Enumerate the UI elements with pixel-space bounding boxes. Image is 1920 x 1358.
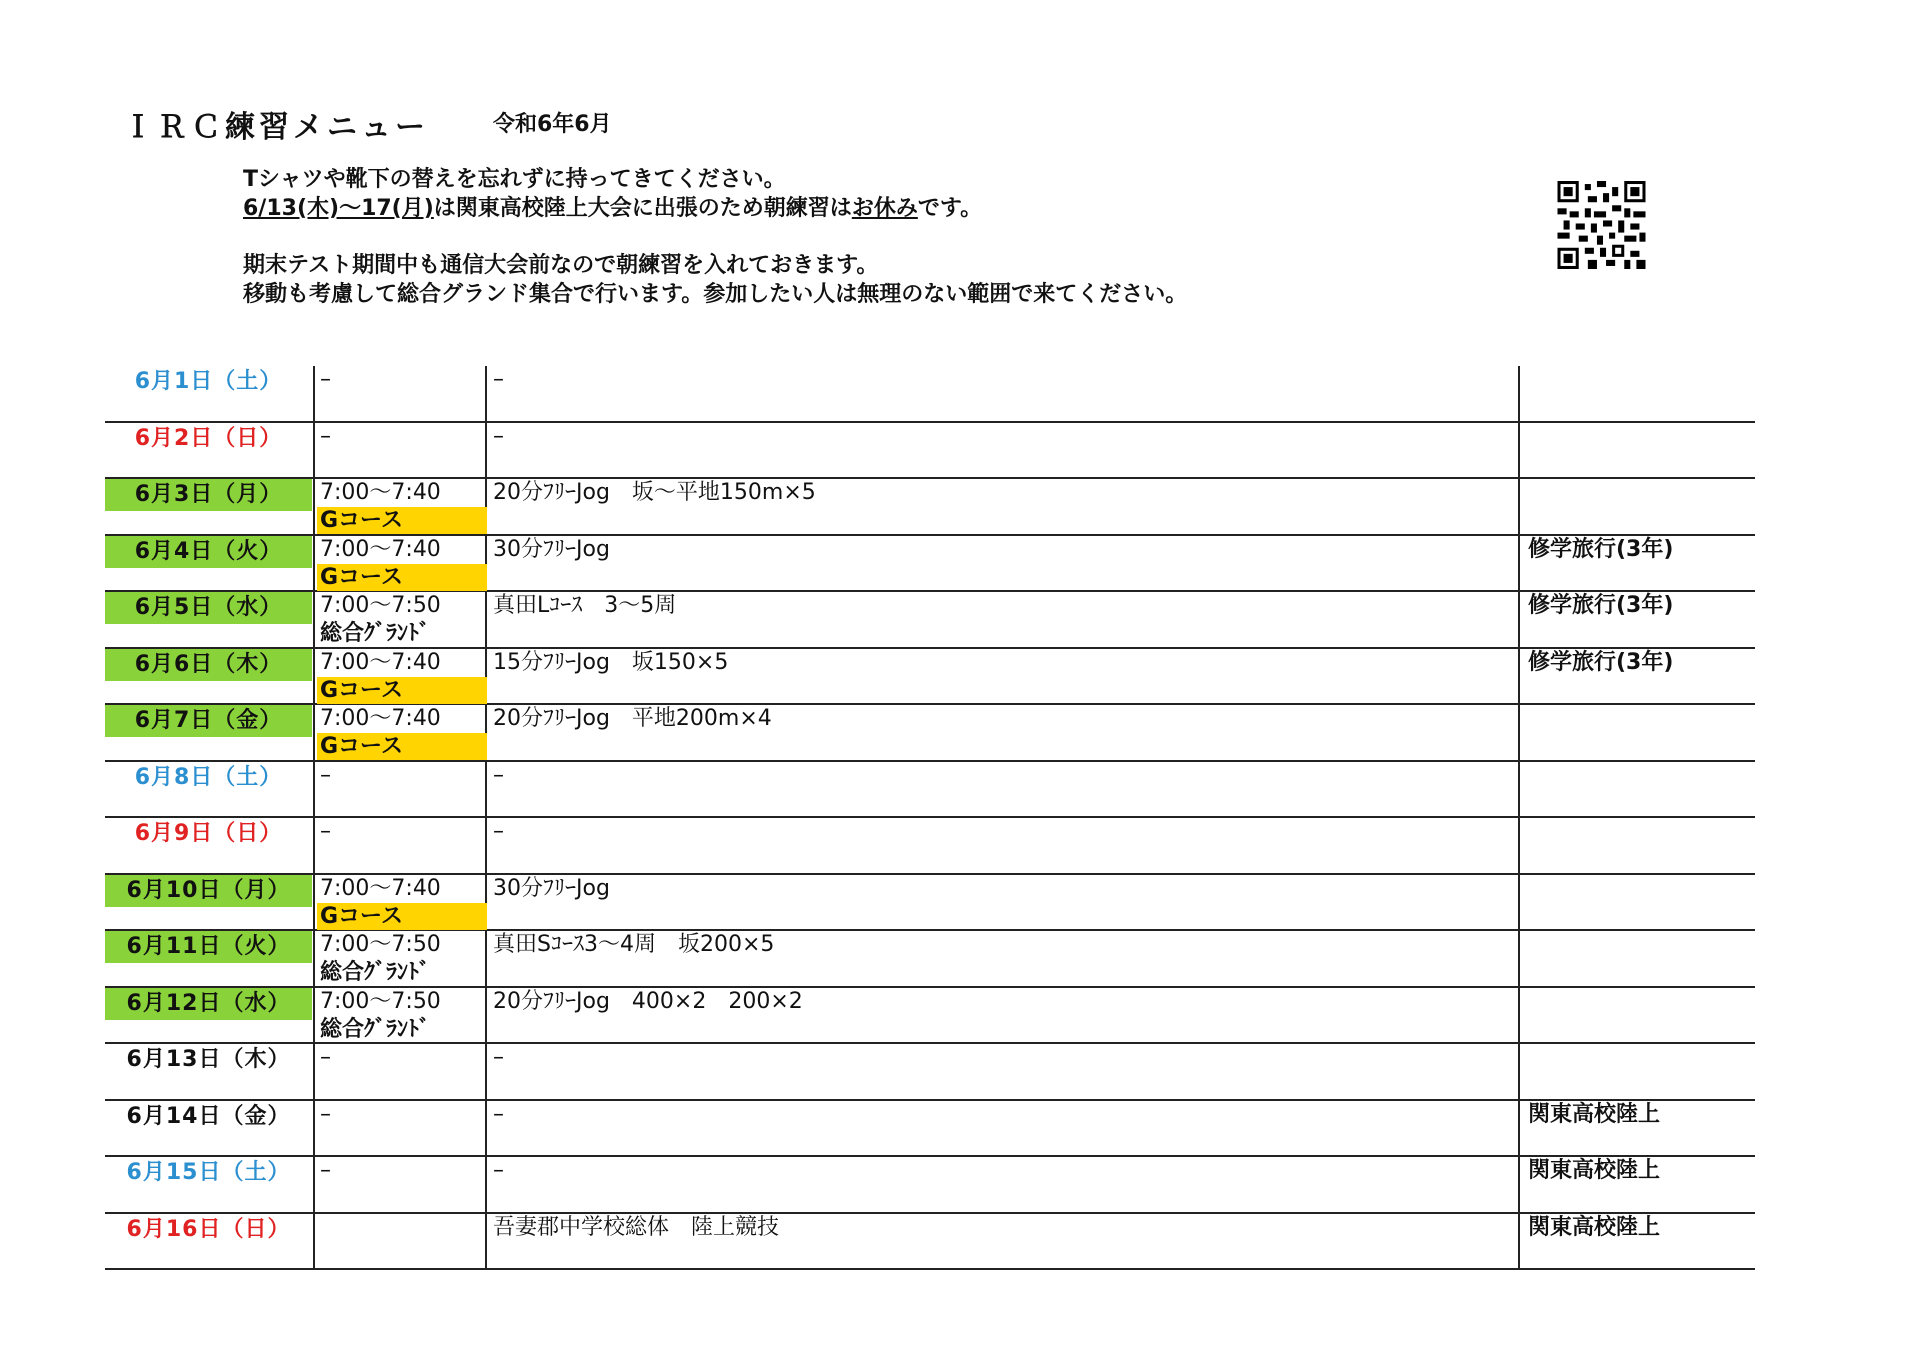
place-cell: Gコース: [317, 507, 487, 534]
notes: [243, 165, 1187, 309]
event-cell: [1522, 988, 1528, 1016]
place-cell: [317, 394, 487, 421]
event-cell: [1522, 366, 1528, 394]
menu-cell: –: [493, 1045, 504, 1070]
date-cell: 6月5日（水）: [105, 592, 312, 624]
note-rest: お休み: [851, 196, 918, 221]
place-cell: Gコース: [317, 903, 487, 930]
place-cell: [317, 846, 487, 873]
menu-cell: 20分ﾌﾘｰJog 坂～平地150m×5: [493, 480, 816, 505]
time-cell: 7:00～7:40: [320, 706, 441, 731]
time-cell: –: [320, 819, 331, 844]
date-cell: 6月7日（金）: [105, 705, 312, 737]
event-cell: [1522, 423, 1528, 451]
event-cell: 関東高校陸上: [1528, 1158, 1661, 1183]
era-month: 令和6年6月: [493, 112, 612, 137]
schedule-row: [105, 705, 1755, 762]
time-cell: 7:00～7:50: [320, 593, 441, 618]
time-cell: –: [320, 367, 331, 392]
date-cell: 6月11日（火）: [105, 931, 312, 963]
date-cell: 6月16日（日）: [126, 1216, 291, 1242]
time-cell: –: [320, 1158, 331, 1183]
note-end: です。: [917, 196, 983, 221]
note-dates: 6/13(木)～17(月): [243, 196, 434, 221]
schedule-row: [105, 818, 1755, 875]
time-cell: 7:00～7:50: [320, 932, 441, 957]
menu-cell: 真田Sｺｰｽ3～4周 坂200×5: [493, 932, 775, 957]
menu-cell: –: [493, 819, 504, 844]
event-cell: [1522, 875, 1528, 903]
date-cell: 6月6日（木）: [105, 649, 312, 681]
place-cell: Gコース: [317, 733, 487, 760]
schedule-row: [105, 988, 1755, 1045]
schedule-table: [105, 366, 1755, 1270]
date-cell: 6月10日（月）: [105, 875, 312, 907]
event-cell: [1522, 705, 1528, 733]
schedule-row: [105, 1214, 1755, 1271]
event-cell: [1522, 1044, 1528, 1072]
place-cell: [317, 790, 487, 817]
schedule-row: [105, 649, 1755, 706]
time-cell: [317, 1214, 485, 1242]
note-line-2: [243, 194, 1187, 223]
event-cell: 関東高校陸上: [1528, 1214, 1661, 1240]
menu-cell: 20分ﾌﾘｰJog 400×2 200×2: [493, 988, 803, 1014]
place-cell: Gコース: [317, 564, 487, 591]
schedule-row: [105, 423, 1755, 480]
event-cell: [1522, 931, 1528, 959]
time-cell: 7:00～7:50: [320, 988, 441, 1014]
date-cell: 6月4日（火）: [105, 536, 312, 568]
page-title: ＩＲＣ練習メニュー: [123, 110, 429, 145]
schedule-row: [105, 1101, 1755, 1158]
place-cell: [317, 451, 487, 478]
time-cell: –: [320, 762, 331, 788]
date-cell: 6月9日（日）: [134, 821, 283, 846]
time-cell: 7:00～7:40: [320, 875, 441, 901]
menu-cell: 20分ﾌﾘｰJog 平地200m×4: [493, 706, 772, 731]
place-cell: Gコース: [317, 677, 487, 704]
time-cell: –: [320, 1045, 331, 1070]
schedule-row: [105, 536, 1755, 593]
schedule-row: [105, 762, 1755, 819]
schedule-row: [105, 1044, 1755, 1101]
event-cell: [1522, 479, 1528, 507]
date-cell: 6月13日（木）: [126, 1047, 291, 1072]
schedule-row: [105, 592, 1755, 649]
menu-cell: –: [493, 1101, 504, 1127]
event-cell: 関東高校陸上: [1528, 1101, 1661, 1127]
schedule-row: [105, 479, 1755, 536]
place-cell: 総合ｸﾞﾗﾝﾄﾞ: [320, 960, 431, 985]
date-cell: 6月1日（土）: [134, 369, 283, 394]
event-cell: 修学旅行(3年): [1528, 593, 1674, 618]
menu-cell: 30分ﾌﾘｰJog: [493, 536, 610, 562]
event-cell: 修学旅行(3年): [1528, 536, 1674, 562]
date-cell: 6月3日（月）: [105, 479, 312, 511]
date-cell: 6月15日（土）: [126, 1160, 291, 1185]
date-cell: 6月2日（日）: [134, 425, 283, 451]
event-cell: [1522, 818, 1528, 846]
qr-code-icon: [1553, 181, 1650, 269]
place-cell: [317, 1072, 487, 1099]
place-cell: 総合ｸﾞﾗﾝﾄﾞ: [320, 1016, 431, 1042]
schedule-row: [105, 875, 1755, 932]
schedule-row: [105, 366, 1755, 423]
place-cell: [317, 1185, 487, 1212]
time-cell: 7:00～7:40: [320, 649, 441, 675]
menu-cell: 15分ﾌﾘｰJog 坂150×5: [493, 649, 729, 675]
date-cell: 6月12日（水）: [105, 988, 312, 1020]
menu-cell: –: [493, 367, 504, 392]
event-cell: [1522, 762, 1528, 790]
time-cell: –: [320, 1101, 331, 1127]
note-line-4: 移動も考慮して総合グランド集合で行います。参加したい人は無理のない範囲で来てください。: [243, 282, 1188, 307]
time-cell: 7:00～7:40: [320, 480, 441, 505]
place-cell: [317, 1242, 487, 1269]
menu-cell: 30分ﾌﾘｰJog: [493, 875, 610, 901]
time-cell: –: [320, 423, 331, 449]
note-line-1: Tシャツや靴下の替えを忘れずに持ってきてください。: [243, 167, 786, 192]
place-cell: [317, 1129, 487, 1156]
time-cell: 7:00～7:40: [320, 536, 441, 562]
menu-cell: –: [493, 423, 504, 449]
schedule-row: [105, 931, 1755, 988]
menu-cell: –: [493, 1158, 504, 1183]
date-cell: 6月8日（土）: [134, 764, 283, 790]
menu-cell: –: [493, 762, 504, 788]
menu-cell: 吾妻郡中学校総体 陸上競技: [493, 1214, 780, 1240]
note-line-3: 期末テスト期間中も通信大会前なので朝練習を入れておきます。: [243, 253, 879, 278]
date-cell: 6月14日（金）: [126, 1103, 291, 1129]
menu-cell: 真田Lｺｰｽ 3～5周: [493, 593, 677, 618]
place-cell: 総合ｸﾞﾗﾝﾄﾞ: [320, 621, 431, 646]
event-cell: 修学旅行(3年): [1528, 649, 1674, 675]
schedule-row: [105, 1157, 1755, 1214]
note-mid: は関東高校陸上大会に出張のため朝練習は: [433, 196, 852, 221]
